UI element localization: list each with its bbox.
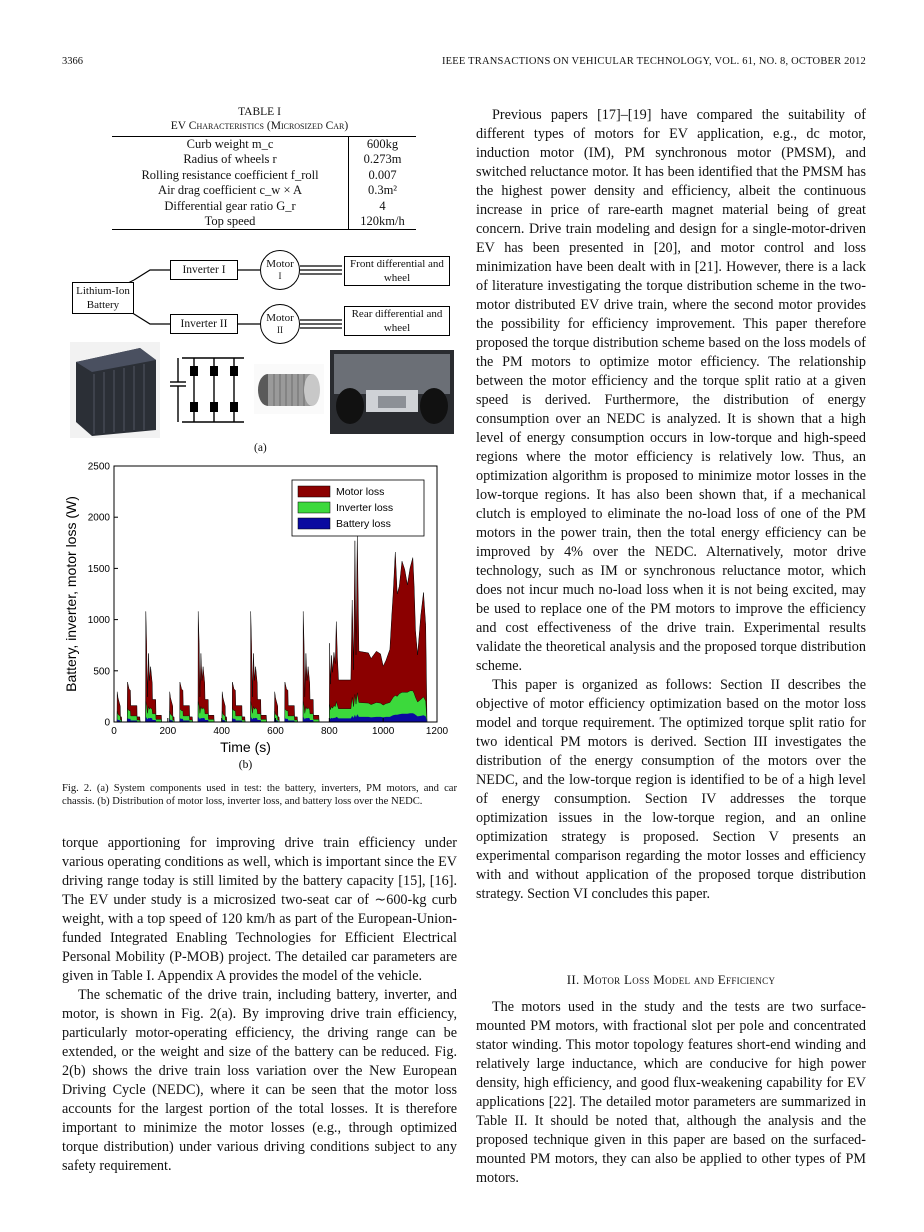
table-row — [112, 168, 416, 183]
value-cell: 0.3m² — [367, 183, 398, 198]
motor-2 — [260, 304, 300, 344]
x-tick-label: 1000 — [372, 726, 395, 737]
left-column-text — [62, 834, 457, 1176]
legend-label: Inverter loss — [336, 502, 394, 514]
x-tick-label: 0 — [111, 726, 117, 737]
value-cell: 0.273m — [363, 152, 402, 167]
y-axis-label: Battery, inverter, motor loss (W) — [63, 496, 79, 692]
figure-caption: Fig. 2. (a) System components used in test: the battery, inverters, PM motors, and car chassis. (b) Distribution of motor loss, inverter loss, and battery loss over the NEDC. — [62, 783, 457, 808]
paragraph: Previous papers [17]–[19] have compared the suitability of different types of motors for EV application, e.g., dc motor, induction motor (IM), PM synchronous motor (PMSM), and switched reluctance motor. It has been identified that the PMSM has the highest power density and efficiency, albeit the continuous increase in price of rare-earth magnet material being of great concern. Drive train modeling and design for a single-motor-driven EV has been presented in [20], and motor control and loss minimization have been dealt with in [21]. However, there is a lack of literature investigating the torque distribution scheme in the two-motor distributed EV drive train, where the second motor provides the possibility for efficiency improvement. This paper therefore proposed the torque distribution scheme based on the loss models of the PM motors to optimize motor efficiency. The relationship between the motor efficiency and the torque split ratio at a given speed is derived. Furthermore, the distribution of energy consumption over an NEDC is analyzed. It is shown that a high level of energy consumption occurs in low-torque and high-speed regions where the motor efficiency is relatively low. Thus, an optimization algorithm is proposed to minimize motor losses in the low-torque regions. It has also been shown that, if a mechanical clutch is employed to eliminate the no-load loss of one of the PM motors in the power train, then the total energy efficiency can be improved by 4% over the NEDC. Alternatively, motor drive technology, such as IM or synchronous reluctance motor, which does not incur much no-load loss when it is not being excited, may be used to replace one of the PM motors to improve the efficiency and cost effectiveness of the drive train. Experimental results validate the theoretical analysis and the proposed torque distribution scheme. — [476, 107, 866, 674]
page-number: 3366 — [62, 56, 83, 67]
y-tick-label: 1000 — [87, 615, 110, 627]
y-tick-label: 0 — [104, 717, 110, 729]
paragraph: This paper is organized as follows: Section II describes the objective of motor efficiency optimization based on the motor loss model and torque requirement. The optimized torque split ratio for two identical PM motors is derived. Section III investigates the distribution of the energy consumption of the motors over the NEDC, and the low-torque region is identified to be of a high level of energy consumption. Section IV addresses the torque optimization issues in the low-torque region, and an online optimization strategy is proposed. Section V presents an experimental comparison regarding the motor losses and efficiency with and without application of the proposed torque distribution strategy. Section VI concludes this paper. — [476, 677, 866, 902]
value-cell: 600kg — [349, 137, 416, 153]
x-axis-label: Time (s) — [220, 739, 271, 755]
pm-motor-photo — [254, 364, 324, 414]
subfigure-b-label: (b) — [238, 759, 253, 771]
table-title: EV Characteristics (Microsized Car) — [170, 120, 349, 132]
y-tick-label: 2500 — [87, 461, 110, 473]
legend-label: Motor loss — [336, 486, 385, 498]
x-tick-label: 1200 — [425, 726, 449, 737]
table-row — [112, 199, 416, 214]
ev-characteristics-table — [112, 136, 416, 230]
value-cell: 4 — [379, 198, 386, 213]
motor-2-label: Motor — [266, 312, 294, 324]
motor-1 — [260, 250, 300, 290]
loss-distribution-chart — [62, 456, 457, 776]
battery-box: Lithium-Ion Battery — [72, 282, 134, 314]
rear-differential-box: Rear differential and wheel — [344, 306, 450, 336]
subfigure-a-label: (a) — [254, 442, 267, 454]
param-cell: Differential gear ratio G_r — [112, 199, 349, 214]
paragraph: torque apportioning for improving drive train efficiency under various operating conditions as well, which is important since the EV driving range today is still limited by the battery capacity [15], [16]. The EV under study is a microsized two-seat car of ∼600-kg curb weight, with a top speed of 120 km/h as part of the European-Union-funded Integrated Enabling Technologies for Efficient Electrical Personal Mobility (P-MOB) project. The detailed car parameters are given in Table I. Appendix A provides the model of the vehicle. — [62, 835, 457, 984]
table-number: TABLE I — [238, 106, 281, 118]
legend-swatch — [298, 486, 330, 497]
value-cell: 120km/h — [349, 214, 416, 230]
param-cell: Rolling resistance coefficient f_roll — [112, 168, 349, 183]
journal-header: IEEE TRANSACTIONS ON VEHICULAR TECHNOLOGY, VOL. 61, NO. 8, OCTOBER 2012 — [441, 56, 866, 67]
paragraph: The schematic of the drive train, including battery, inverter, and motor, is shown in Fig. 2(a). By improving drive train efficiency, particularly motor-operating efficiency, the driving range can be extended, or the weight and size of the battery can be reduced. Fig. 2(b) shows the drive train loss variation over the New European Driving Cycle (NEDC), where it can be seen that the motor loss accounts for the largest portion of the total losses. It is therefore important to minimize the motor losses (e.g., through optimized torque distribution) under various driving conditions subject to any safety requirement. — [62, 987, 457, 1174]
section-title: II. Motor Loss Model and Efficiency — [566, 972, 776, 987]
value-cell: 0.007 — [368, 167, 397, 182]
table-row — [112, 183, 416, 198]
y-tick-label: 2000 — [87, 512, 110, 524]
param-cell: Radius of wheels r — [112, 152, 349, 167]
legend-swatch — [298, 502, 330, 513]
motor-1-label: Motor — [266, 258, 294, 270]
param-cell: Air drag coefficient c_w × A — [112, 183, 349, 198]
table-row — [112, 214, 416, 230]
paragraph: The motors used in the study and the tests are two surface-mounted PM motors, with fractional slot per pole and concentrated stator winding. This motor topology features short-end winding and relatively large inductance, which are conducive for high power density, high efficiency, and good flux-weakening capability for EV applications [22]. The detailed motor parameters are summarized in Table II. It should be noted that, although the analysis and the proposed technique given in this paper are based on the surfaced-mounted PM motors, they can also be applied to other types of PM motors. — [476, 999, 866, 1186]
legend-swatch — [298, 518, 330, 529]
right-column-text — [476, 106, 866, 904]
table-row — [112, 137, 416, 153]
inverter-2-box: Inverter II — [170, 314, 238, 334]
inverter-1-box: Inverter I — [170, 260, 238, 280]
x-tick-label: 800 — [320, 726, 338, 737]
y-tick-label: 500 — [93, 666, 110, 678]
battery-photo — [70, 342, 160, 438]
motor-2-number: II — [277, 325, 283, 335]
param-cell: Top speed — [112, 214, 349, 230]
car-chassis-photo — [330, 350, 454, 434]
table-row — [112, 152, 416, 167]
front-differential-box: Front differential and wheel — [344, 256, 450, 286]
x-tick-label: 600 — [267, 726, 284, 737]
x-tick-label: 400 — [213, 726, 231, 737]
section-2-text — [476, 998, 866, 1188]
x-tick-label: 200 — [159, 726, 177, 737]
inverter-circuit-diagram — [166, 352, 250, 428]
legend-label: Battery loss — [336, 518, 391, 530]
motor-1-number: I — [278, 271, 282, 281]
param-cell: Curb weight m_c — [112, 137, 349, 153]
y-tick-label: 1500 — [87, 563, 110, 575]
